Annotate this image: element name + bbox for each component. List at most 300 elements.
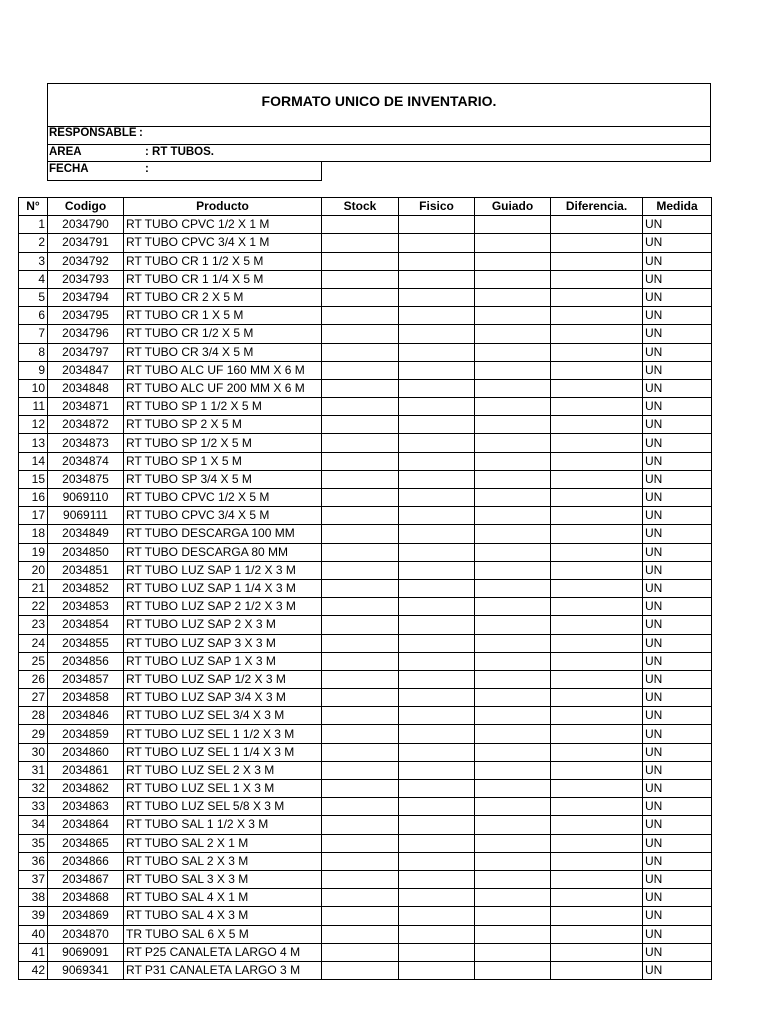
- row-fisico[interactable]: [399, 434, 475, 452]
- row-guiado[interactable]: [475, 579, 551, 597]
- row-producto: RT TUBO CR 3/4 X 5 M: [124, 343, 322, 361]
- fecha-separator: :: [145, 163, 149, 175]
- row-medida: UN: [643, 489, 712, 507]
- row-diferencia[interactable]: [551, 525, 643, 543]
- row-stock[interactable]: [322, 798, 399, 816]
- row-stock[interactable]: [322, 634, 399, 652]
- row-diferencia[interactable]: [551, 489, 643, 507]
- row-guiado[interactable]: [475, 852, 551, 870]
- row-codigo: 2034851: [48, 561, 124, 579]
- row-codigo: 2034796: [48, 325, 124, 343]
- row-guiado[interactable]: [475, 288, 551, 306]
- row-producto: RT TUBO LUZ SEL 2 X 3 M: [124, 761, 322, 779]
- row-producto: RT TUBO SAL 1 1/2 X 3 M: [124, 816, 322, 834]
- header-divider: [48, 144, 710, 145]
- table-row: [19, 270, 712, 288]
- row-guiado[interactable]: [475, 252, 551, 270]
- row-stock[interactable]: [322, 907, 399, 925]
- table-row: [19, 507, 712, 525]
- row-stock[interactable]: [322, 452, 399, 470]
- row-guiado[interactable]: [475, 507, 551, 525]
- row-fisico[interactable]: [399, 634, 475, 652]
- row-diferencia[interactable]: [551, 252, 643, 270]
- row-fisico[interactable]: [399, 961, 475, 979]
- row-guiado[interactable]: [475, 379, 551, 397]
- row-diferencia[interactable]: [551, 634, 643, 652]
- row-codigo: 9069341: [48, 961, 124, 979]
- row-fisico[interactable]: [399, 398, 475, 416]
- row-medida: UN: [643, 379, 712, 397]
- row-codigo: 9069091: [48, 943, 124, 961]
- row-number: 16: [19, 489, 48, 507]
- row-stock[interactable]: [322, 379, 399, 397]
- row-producto: RT TUBO CR 1 1/2 X 5 M: [124, 252, 322, 270]
- row-diferencia[interactable]: [551, 288, 643, 306]
- row-diferencia[interactable]: [551, 579, 643, 597]
- row-medida: UN: [643, 234, 712, 252]
- row-fisico[interactable]: [399, 834, 475, 852]
- table-row: [19, 379, 712, 397]
- row-stock[interactable]: [322, 579, 399, 597]
- row-diferencia[interactable]: [551, 216, 643, 234]
- table-row: [19, 616, 712, 634]
- row-producto: RT TUBO LUZ SAP 1 1/2 X 3 M: [124, 561, 322, 579]
- row-stock[interactable]: [322, 234, 399, 252]
- row-fisico[interactable]: [399, 270, 475, 288]
- row-fisico[interactable]: [399, 379, 475, 397]
- row-diferencia[interactable]: [551, 325, 643, 343]
- row-diferencia[interactable]: [551, 270, 643, 288]
- row-producto: RT TUBO LUZ SEL 1 1/2 X 3 M: [124, 725, 322, 743]
- col-header-fisico: Fisico: [399, 198, 475, 216]
- table-row: [19, 343, 712, 361]
- row-stock[interactable]: [322, 361, 399, 379]
- row-number: 2: [19, 234, 48, 252]
- row-codigo: 2034859: [48, 725, 124, 743]
- row-fisico[interactable]: [399, 670, 475, 688]
- table-row: [19, 234, 712, 252]
- row-guiado[interactable]: [475, 325, 551, 343]
- row-medida: UN: [643, 725, 712, 743]
- row-producto: RT TUBO LUZ SAP 2 X 3 M: [124, 616, 322, 634]
- table-row: [19, 961, 712, 979]
- row-stock[interactable]: [322, 598, 399, 616]
- row-diferencia[interactable]: [551, 416, 643, 434]
- col-header-codigo: Codigo: [48, 198, 124, 216]
- table-row: [19, 361, 712, 379]
- row-fisico[interactable]: [399, 743, 475, 761]
- row-fisico[interactable]: [399, 689, 475, 707]
- row-diferencia[interactable]: [551, 961, 643, 979]
- row-codigo: 2034791: [48, 234, 124, 252]
- row-medida: UN: [643, 288, 712, 306]
- row-codigo: 2034865: [48, 834, 124, 852]
- row-guiado[interactable]: [475, 834, 551, 852]
- row-guiado[interactable]: [475, 652, 551, 670]
- row-guiado[interactable]: [475, 870, 551, 888]
- row-diferencia[interactable]: [551, 870, 643, 888]
- row-guiado[interactable]: [475, 907, 551, 925]
- row-codigo: 2034846: [48, 707, 124, 725]
- row-number: 18: [19, 525, 48, 543]
- row-guiado[interactable]: [475, 525, 551, 543]
- row-producto: TR TUBO SAL 6 X 5 M: [124, 925, 322, 943]
- row-fisico[interactable]: [399, 616, 475, 634]
- row-producto: RT TUBO SAL 4 X 3 M: [124, 907, 322, 925]
- responsable-label: RESPONSABLE: [49, 127, 137, 139]
- row-producto: RT TUBO CR 2 X 5 M: [124, 288, 322, 306]
- row-fisico[interactable]: [399, 598, 475, 616]
- row-stock[interactable]: [322, 870, 399, 888]
- row-guiado[interactable]: [475, 561, 551, 579]
- row-codigo: 2034854: [48, 616, 124, 634]
- row-medida: UN: [643, 889, 712, 907]
- table-row: [19, 652, 712, 670]
- row-guiado[interactable]: [475, 416, 551, 434]
- row-number: 35: [19, 834, 48, 852]
- row-fisico[interactable]: [399, 816, 475, 834]
- row-diferencia[interactable]: [551, 379, 643, 397]
- row-fisico[interactable]: [399, 870, 475, 888]
- row-fisico[interactable]: [399, 343, 475, 361]
- row-codigo: 2034857: [48, 670, 124, 688]
- row-guiado[interactable]: [475, 707, 551, 725]
- row-medida: UN: [643, 670, 712, 688]
- row-guiado[interactable]: [475, 598, 551, 616]
- row-producto: RT TUBO SP 1 X 5 M: [124, 452, 322, 470]
- row-number: 38: [19, 889, 48, 907]
- row-fisico[interactable]: [399, 543, 475, 561]
- row-fisico[interactable]: [399, 943, 475, 961]
- row-fisico[interactable]: [399, 761, 475, 779]
- inventory-table: [18, 197, 712, 980]
- row-fisico[interactable]: [399, 652, 475, 670]
- row-stock[interactable]: [322, 925, 399, 943]
- row-diferencia[interactable]: [551, 234, 643, 252]
- table-row: [19, 525, 712, 543]
- row-number: 28: [19, 707, 48, 725]
- row-codigo: 2034856: [48, 652, 124, 670]
- row-medida: UN: [643, 325, 712, 343]
- row-stock[interactable]: [322, 670, 399, 688]
- row-fisico[interactable]: [399, 707, 475, 725]
- row-diferencia[interactable]: [551, 743, 643, 761]
- table-header-row: [19, 198, 712, 216]
- row-diferencia[interactable]: [551, 943, 643, 961]
- row-diferencia[interactable]: [551, 652, 643, 670]
- row-medida: UN: [643, 525, 712, 543]
- row-guiado[interactable]: [475, 452, 551, 470]
- row-diferencia[interactable]: [551, 816, 643, 834]
- table-row: [19, 634, 712, 652]
- row-guiado[interactable]: [475, 343, 551, 361]
- row-diferencia[interactable]: [551, 507, 643, 525]
- row-fisico[interactable]: [399, 925, 475, 943]
- row-codigo: 2034866: [48, 852, 124, 870]
- row-fisico[interactable]: [399, 252, 475, 270]
- row-diferencia[interactable]: [551, 434, 643, 452]
- row-stock[interactable]: [322, 470, 399, 488]
- row-number: 37: [19, 870, 48, 888]
- row-codigo: 2034873: [48, 434, 124, 452]
- row-diferencia[interactable]: [551, 598, 643, 616]
- row-stock[interactable]: [322, 943, 399, 961]
- row-diferencia[interactable]: [551, 470, 643, 488]
- row-fisico[interactable]: [399, 852, 475, 870]
- row-stock[interactable]: [322, 616, 399, 634]
- row-stock[interactable]: [322, 561, 399, 579]
- row-stock[interactable]: [322, 652, 399, 670]
- row-number: 42: [19, 961, 48, 979]
- row-stock[interactable]: [322, 707, 399, 725]
- row-guiado[interactable]: [475, 307, 551, 325]
- responsable-separator: :: [139, 127, 143, 139]
- row-number: 40: [19, 925, 48, 943]
- row-number: 32: [19, 780, 48, 798]
- row-fisico[interactable]: [399, 889, 475, 907]
- row-number: 26: [19, 670, 48, 688]
- row-guiado[interactable]: [475, 543, 551, 561]
- row-producto: RT P31 CANALETA LARGO 3 M: [124, 961, 322, 979]
- table-row: [19, 416, 712, 434]
- table-row: [19, 725, 712, 743]
- row-fisico[interactable]: [399, 907, 475, 925]
- row-diferencia[interactable]: [551, 707, 643, 725]
- row-guiado[interactable]: [475, 816, 551, 834]
- row-codigo: 2034864: [48, 816, 124, 834]
- row-diferencia[interactable]: [551, 725, 643, 743]
- row-diferencia[interactable]: [551, 761, 643, 779]
- row-guiado[interactable]: [475, 798, 551, 816]
- table-row: [19, 816, 712, 834]
- row-diferencia[interactable]: [551, 670, 643, 688]
- row-producto: RT TUBO CPVC 3/4 X 5 M: [124, 507, 322, 525]
- row-codigo: 2034794: [48, 288, 124, 306]
- row-fisico[interactable]: [399, 216, 475, 234]
- row-producto: RT TUBO SAL 4 X 1 M: [124, 889, 322, 907]
- table-row: [19, 907, 712, 925]
- row-stock[interactable]: [322, 434, 399, 452]
- row-codigo: 2034863: [48, 798, 124, 816]
- row-diferencia[interactable]: [551, 361, 643, 379]
- row-producto: RT TUBO LUZ SEL 1 1/4 X 3 M: [124, 743, 322, 761]
- row-fisico[interactable]: [399, 361, 475, 379]
- row-stock[interactable]: [322, 689, 399, 707]
- row-stock[interactable]: [322, 852, 399, 870]
- row-fisico[interactable]: [399, 234, 475, 252]
- row-guiado[interactable]: [475, 361, 551, 379]
- col-header-diferencia: Diferencia.: [551, 198, 643, 216]
- col-header-stock: Stock: [322, 198, 399, 216]
- row-producto: RT TUBO CPVC 1/2 X 5 M: [124, 489, 322, 507]
- form-title: FORMATO UNICO DE INVENTARIO.: [261, 93, 497, 109]
- row-stock[interactable]: [322, 343, 399, 361]
- row-guiado[interactable]: [475, 725, 551, 743]
- row-medida: UN: [643, 416, 712, 434]
- row-fisico[interactable]: [399, 579, 475, 597]
- row-codigo: 2034792: [48, 252, 124, 270]
- row-medida: UN: [643, 598, 712, 616]
- row-number: 3: [19, 252, 48, 270]
- row-codigo: 2034790: [48, 216, 124, 234]
- row-stock[interactable]: [322, 489, 399, 507]
- row-producto: RT TUBO LUZ SEL 3/4 X 3 M: [124, 707, 322, 725]
- table-row: [19, 798, 712, 816]
- row-number: 20: [19, 561, 48, 579]
- row-producto: RT TUBO LUZ SEL 1 X 3 M: [124, 780, 322, 798]
- row-producto: RT TUBO CPVC 1/2 X 1 M: [124, 216, 322, 234]
- row-producto: RT TUBO LUZ SEL 5/8 X 3 M: [124, 798, 322, 816]
- row-medida: UN: [643, 361, 712, 379]
- row-guiado[interactable]: [475, 761, 551, 779]
- row-fisico[interactable]: [399, 798, 475, 816]
- row-fisico[interactable]: [399, 561, 475, 579]
- row-guiado[interactable]: [475, 216, 551, 234]
- table-row: [19, 398, 712, 416]
- row-guiado[interactable]: [475, 961, 551, 979]
- row-stock[interactable]: [322, 325, 399, 343]
- row-guiado[interactable]: [475, 889, 551, 907]
- row-number: 34: [19, 816, 48, 834]
- row-fisico[interactable]: [399, 725, 475, 743]
- row-diferencia[interactable]: [551, 798, 643, 816]
- row-stock[interactable]: [322, 961, 399, 979]
- row-guiado[interactable]: [475, 943, 551, 961]
- row-fisico[interactable]: [399, 470, 475, 488]
- row-fisico[interactable]: [399, 416, 475, 434]
- row-number: 6: [19, 307, 48, 325]
- row-medida: UN: [643, 507, 712, 525]
- row-medida: UN: [643, 343, 712, 361]
- row-codigo: 2034852: [48, 579, 124, 597]
- row-fisico[interactable]: [399, 525, 475, 543]
- row-stock[interactable]: [322, 743, 399, 761]
- row-guiado[interactable]: [475, 780, 551, 798]
- row-guiado[interactable]: [475, 670, 551, 688]
- row-diferencia[interactable]: [551, 561, 643, 579]
- row-fisico[interactable]: [399, 307, 475, 325]
- row-stock[interactable]: [322, 834, 399, 852]
- row-fisico[interactable]: [399, 325, 475, 343]
- row-stock[interactable]: [322, 307, 399, 325]
- row-number: 33: [19, 798, 48, 816]
- row-stock[interactable]: [322, 216, 399, 234]
- row-diferencia[interactable]: [551, 925, 643, 943]
- row-diferencia[interactable]: [551, 907, 643, 925]
- row-diferencia[interactable]: [551, 889, 643, 907]
- row-stock[interactable]: [322, 270, 399, 288]
- row-diferencia[interactable]: [551, 780, 643, 798]
- row-medida: UN: [643, 452, 712, 470]
- row-codigo: 2034875: [48, 470, 124, 488]
- row-guiado[interactable]: [475, 616, 551, 634]
- row-diferencia[interactable]: [551, 543, 643, 561]
- row-diferencia[interactable]: [551, 307, 643, 325]
- row-diferencia[interactable]: [551, 852, 643, 870]
- row-number: 4: [19, 270, 48, 288]
- row-producto: RT TUBO LUZ SAP 3/4 X 3 M: [124, 689, 322, 707]
- row-number: 1: [19, 216, 48, 234]
- row-medida: UN: [643, 398, 712, 416]
- row-guiado[interactable]: [475, 434, 551, 452]
- row-stock[interactable]: [322, 252, 399, 270]
- row-fisico[interactable]: [399, 507, 475, 525]
- row-stock[interactable]: [322, 889, 399, 907]
- row-number: 31: [19, 761, 48, 779]
- table-row: [19, 689, 712, 707]
- row-diferencia[interactable]: [551, 452, 643, 470]
- row-codigo: 2034860: [48, 743, 124, 761]
- row-stock[interactable]: [322, 761, 399, 779]
- row-diferencia[interactable]: [551, 398, 643, 416]
- row-medida: UN: [643, 652, 712, 670]
- row-stock[interactable]: [322, 507, 399, 525]
- row-codigo: 2034868: [48, 889, 124, 907]
- row-medida: UN: [643, 907, 712, 925]
- row-guiado[interactable]: [475, 234, 551, 252]
- row-number: 14: [19, 452, 48, 470]
- row-medida: UN: [643, 307, 712, 325]
- area-label: AREA: [49, 146, 82, 158]
- row-producto: RT TUBO LUZ SAP 1/2 X 3 M: [124, 670, 322, 688]
- row-diferencia[interactable]: [551, 689, 643, 707]
- row-producto: RT TUBO DESCARGA 80 MM: [124, 543, 322, 561]
- row-stock[interactable]: [322, 398, 399, 416]
- row-medida: UN: [643, 634, 712, 652]
- row-stock[interactable]: [322, 816, 399, 834]
- row-fisico[interactable]: [399, 452, 475, 470]
- row-guiado[interactable]: [475, 270, 551, 288]
- row-stock[interactable]: [322, 725, 399, 743]
- table-row: [19, 707, 712, 725]
- row-number: 8: [19, 343, 48, 361]
- row-stock[interactable]: [322, 543, 399, 561]
- row-producto: RT TUBO ALC UF 160 MM X 6 M: [124, 361, 322, 379]
- row-number: 9: [19, 361, 48, 379]
- table-row: [19, 579, 712, 597]
- row-diferencia[interactable]: [551, 834, 643, 852]
- row-guiado[interactable]: [475, 689, 551, 707]
- row-number: 21: [19, 579, 48, 597]
- row-stock[interactable]: [322, 288, 399, 306]
- row-guiado[interactable]: [475, 634, 551, 652]
- row-guiado[interactable]: [475, 743, 551, 761]
- row-producto: RT TUBO CR 1/2 X 5 M: [124, 325, 322, 343]
- row-diferencia[interactable]: [551, 343, 643, 361]
- row-medida: UN: [643, 834, 712, 852]
- col-header-number: N°: [19, 198, 48, 216]
- row-fisico[interactable]: [399, 489, 475, 507]
- row-stock[interactable]: [322, 780, 399, 798]
- row-guiado[interactable]: [475, 470, 551, 488]
- row-codigo: 2034855: [48, 634, 124, 652]
- row-fisico[interactable]: [399, 780, 475, 798]
- row-stock[interactable]: [322, 416, 399, 434]
- row-number: 41: [19, 943, 48, 961]
- row-guiado[interactable]: [475, 489, 551, 507]
- row-guiado[interactable]: [475, 398, 551, 416]
- row-codigo: 2034797: [48, 343, 124, 361]
- table-row: [19, 780, 712, 798]
- table-row: [19, 870, 712, 888]
- row-diferencia[interactable]: [551, 616, 643, 634]
- row-number: 30: [19, 743, 48, 761]
- row-guiado[interactable]: [475, 925, 551, 943]
- row-medida: UN: [643, 470, 712, 488]
- row-medida: UN: [643, 707, 712, 725]
- row-stock[interactable]: [322, 525, 399, 543]
- row-fisico[interactable]: [399, 288, 475, 306]
